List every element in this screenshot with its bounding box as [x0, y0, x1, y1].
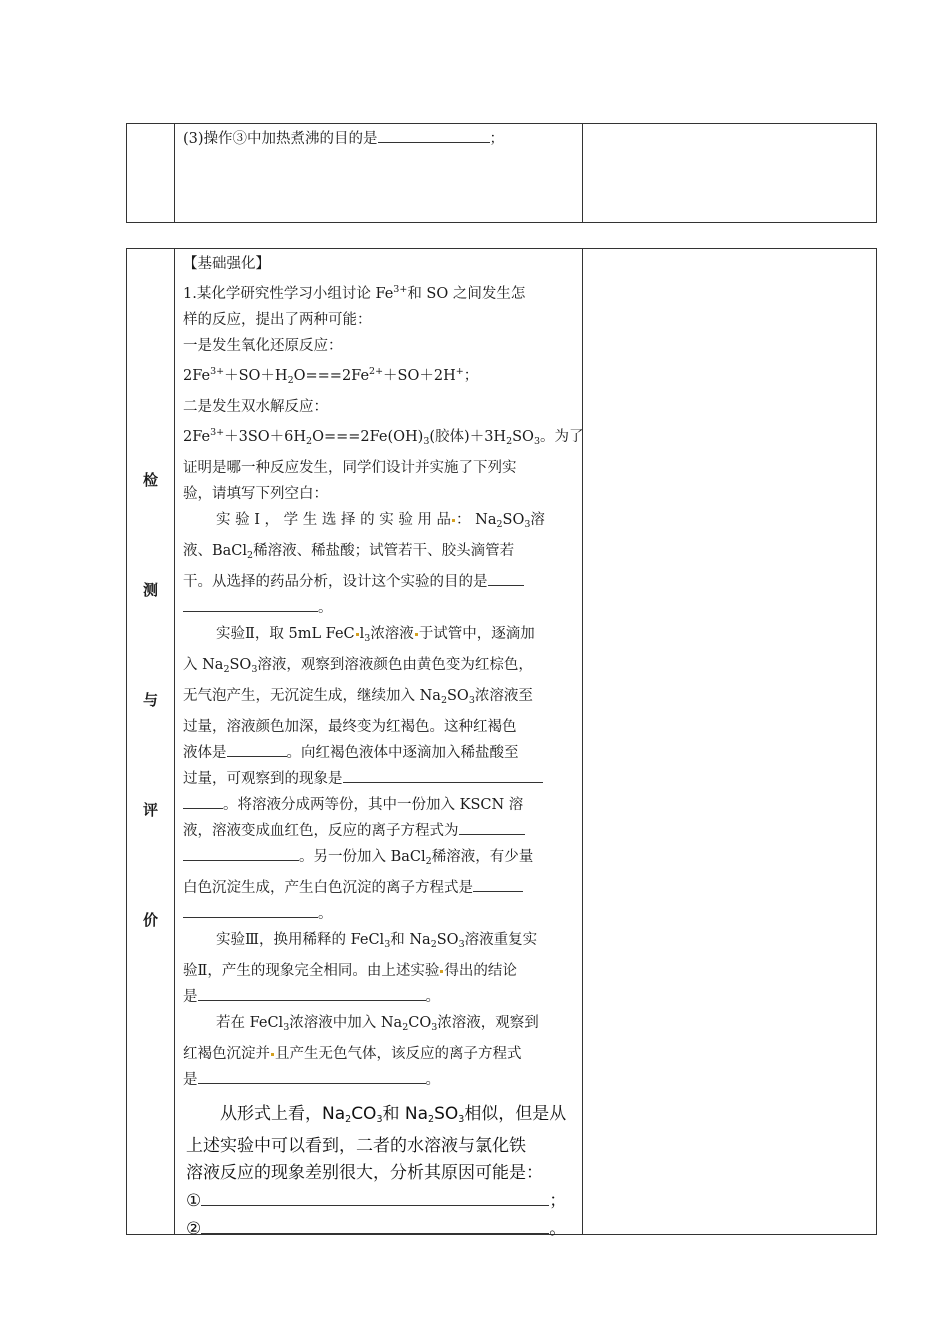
scanned-question-block: [174, 1101, 574, 1239]
answer-blank[interactable]: [183, 844, 299, 861]
assessment-table: [126, 248, 877, 1239]
answer-blank[interactable]: [343, 766, 543, 783]
answer-blank[interactable]: [198, 984, 426, 1001]
text-line: 二是发生双水解反应：: [183, 399, 328, 415]
text-line: 是 。: [183, 984, 575, 1010]
experiment-4-line: 若在 FeCl$_3$浓溶液中加入 $Na_2CO_3$浓溶液，观察到: [216, 1015, 539, 1033]
answer-blank[interactable]: [201, 1187, 549, 1206]
text-line: 过量，可观察到的现象是: [183, 766, 575, 792]
equation-1: $2Fe^{3+}+SO+H_2O===2Fe^{2+}+SO+2H^+$；: [183, 366, 479, 386]
experiment-2-line: 实验Ⅱ，取 5mL FeC $l_3$浓溶液 于试管中，逐滴加: [216, 626, 535, 644]
text-line: 一是发生氧化还原反应：: [183, 338, 343, 354]
text-line: 证明是哪一种反应发生，同学们设计并实施了下列实: [183, 460, 517, 476]
answer-blank[interactable]: [201, 1215, 549, 1234]
column-divider: [582, 124, 583, 222]
text-line: 无气泡产生，无沉淀生成，继续加入 $Na_2SO_3$浓溶液至: [183, 688, 533, 706]
text-line: 是 。: [183, 1067, 575, 1093]
scan-line: ① ；: [174, 1187, 574, 1215]
exercise-cell: [183, 251, 584, 1093]
text-line: 干。从选择的药品分析，设计这个实验的目的是: [183, 569, 575, 595]
scan-line: 溶液反应的现象差别很大，分析其原因可能是：: [186, 1163, 543, 1183]
column-divider: [582, 249, 583, 1234]
scan-line: 从形式上看，$Na_2CO_3$和 $Na_2SO_3$相似，但是从: [220, 1104, 567, 1125]
text-line: 过量，溶液颜色加深，最终变为红褐色。这种红褐色: [183, 719, 517, 735]
text-line: 液、BaCl$_2$稀溶液、稀盐酸；试管若干、胶头滴管若: [183, 543, 515, 561]
top-table: [126, 123, 877, 223]
column-divider: [174, 249, 175, 1234]
text-line: 。另一份加入 BaCl$_2$稀溶液，有少量: [183, 844, 575, 875]
side-label: 评: [142, 801, 158, 819]
text-line: 。: [183, 595, 575, 621]
answer-blank[interactable]: [183, 901, 318, 918]
column-divider: [174, 124, 175, 222]
text-line: 白色沉淀生成，产生白色沉淀的离子方程式是: [183, 875, 575, 901]
text-line: 验，请填写下列空白：: [183, 486, 328, 502]
answer-blank[interactable]: [183, 792, 223, 809]
text-line: 1.某化学研究性学习小组讨论 $Fe^{3+}$和 SO 之间发生怎: [183, 284, 526, 302]
text-line: 。: [183, 901, 575, 927]
answer-blank[interactable]: [198, 1067, 426, 1084]
question-3: (3)操作③中加热煮沸的目的是 ；: [183, 126, 578, 152]
text-line: 液体是 。向红褐色液体中逐滴加入稀盐酸至: [183, 740, 575, 766]
question-3-cell: [183, 126, 578, 152]
text-line: 液，溶液变成血红色，反应的离子方程式为: [183, 818, 575, 844]
text-line: 入 $Na_2SO_3$溶液，观察到溶液颜色由黄色变为红棕色，: [183, 657, 533, 675]
equation-2: $2Fe^{3+}+3SO+6H_2O===2Fe(OH)_3$(胶体)$+3H_2SO_3$。为了: [183, 427, 584, 447]
side-label: 检: [142, 471, 158, 489]
side-label: 与: [142, 691, 158, 709]
experiment-3-line: 实验Ⅲ，换用稀释的 FeCl$_3$和 $Na_2SO_3$溶液重复实: [216, 932, 538, 950]
answer-blank[interactable]: [378, 126, 490, 143]
text-line: 。将溶液分成两等份，其中一份加入 KSCN 溶: [183, 792, 575, 818]
section-title: 【基础强化】: [183, 256, 270, 272]
answer-blank[interactable]: [473, 875, 523, 892]
answer-blank[interactable]: [488, 569, 524, 586]
answer-blank[interactable]: [227, 740, 287, 757]
text-line: 红褐色沉淀并 且产生无色气体，该反应的离子方程式: [183, 1046, 522, 1062]
side-label: 测: [142, 581, 158, 599]
text-line: 验Ⅱ，产生的现象完全相同。由上述实验 得出的结论: [183, 963, 517, 979]
side-label: 价: [142, 911, 158, 929]
experiment-1-line: 实 验 Ⅰ ， 学 生 选 择 的 实 验 用 品 ： $Na_2SO_3$溶: [216, 512, 545, 530]
scan-line: ② 。: [174, 1215, 574, 1243]
answer-blank[interactable]: [183, 595, 318, 612]
text-line: 样的反应，提出了两种可能：: [183, 312, 372, 328]
scan-line: 上述实验中可以看到，二者的水溶液与氯化铁: [186, 1136, 526, 1156]
answer-blank[interactable]: [459, 818, 525, 835]
